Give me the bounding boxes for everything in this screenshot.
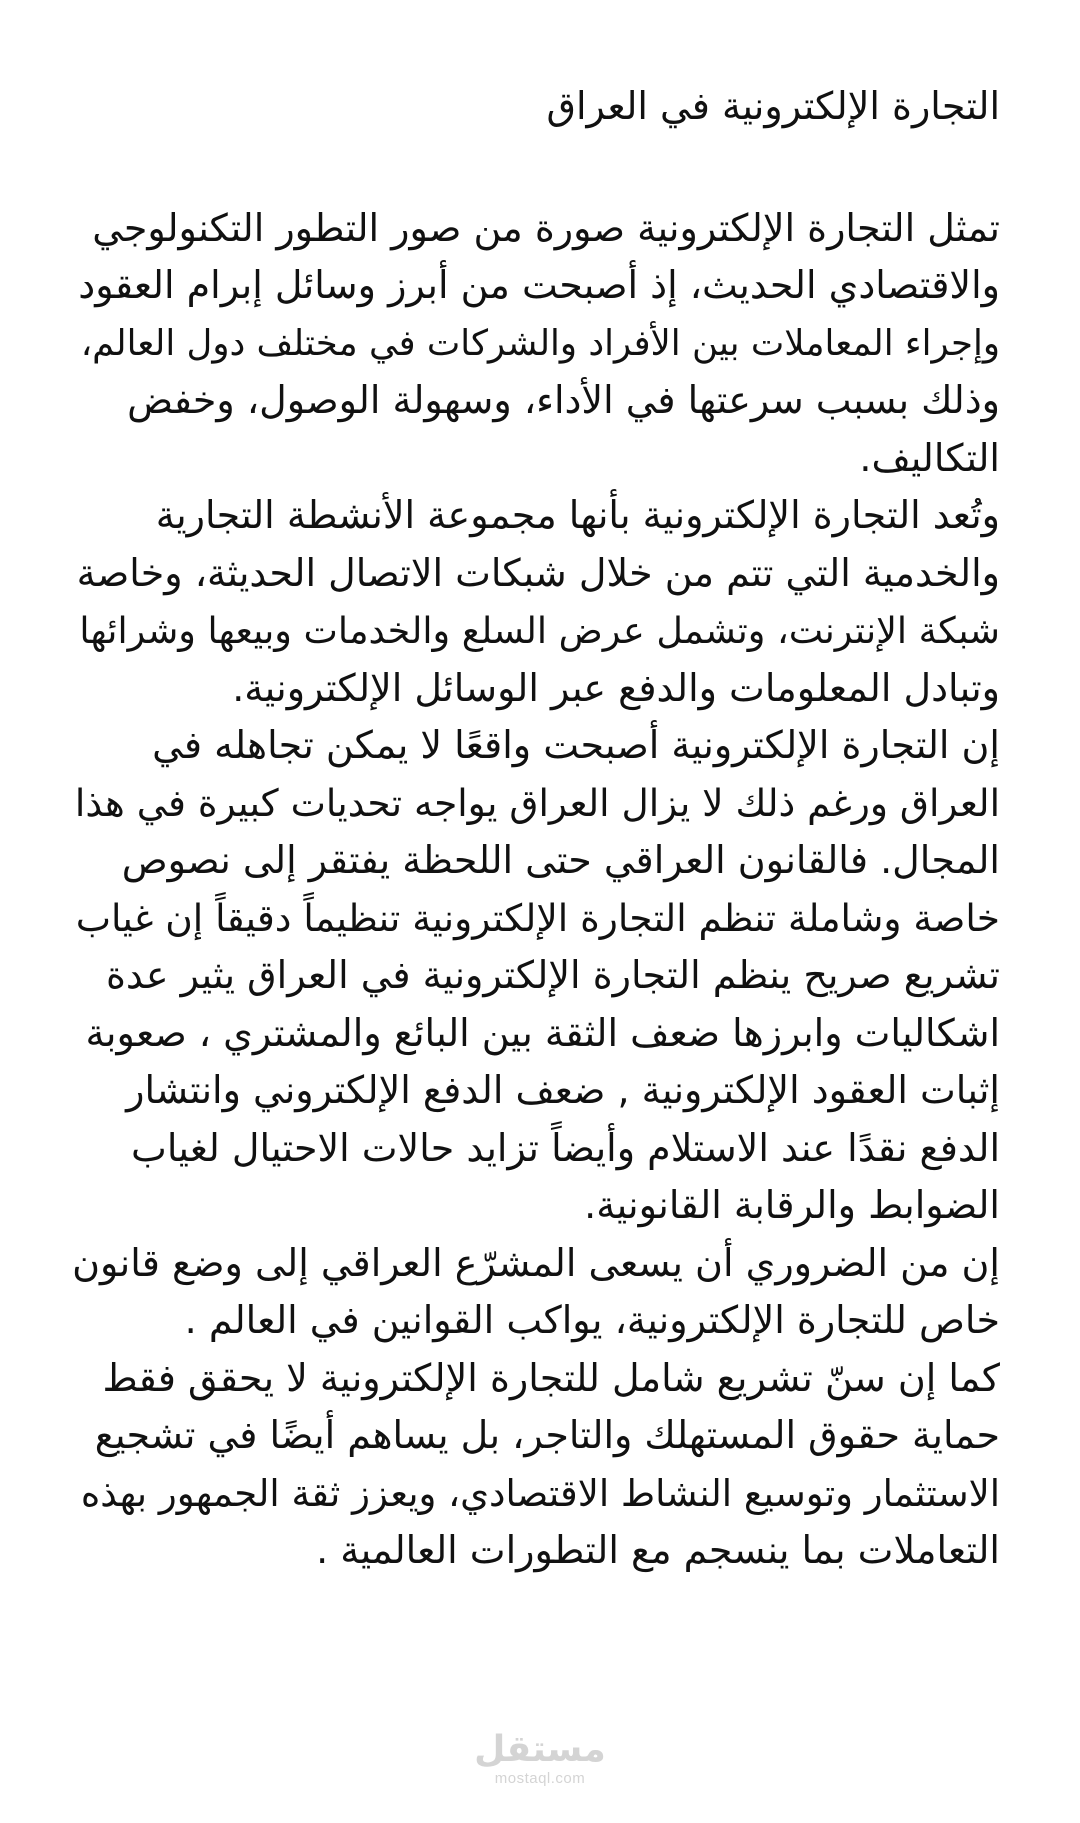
- paragraph-challenges: [72, 717, 1000, 1235]
- text-line: وإجراء المعاملات بين الأفراد والشركات في مختلف دول العالم،: [80, 322, 1000, 364]
- text-line: خاص للتجارة الإلكترونية، يواكب القوانين في العالم .: [184, 1298, 1000, 1342]
- text-line: حماية حقوق المستهلك والتاجر، بل يساهم أيضًا في تشجيع: [94, 1413, 1000, 1457]
- document-body: [72, 78, 1000, 1580]
- text-line: الدفع نقدًا عند الاستلام وأيضاً تزايد حالات الاحتيال لغياب: [131, 1125, 1000, 1170]
- text-line: تمثل التجارة الإلكترونية صورة من صور التطور التكنولوجي: [92, 205, 1000, 250]
- text-line: إن التجارة الإلكترونية أصبحت واقعًا لا يمكن تجاهله في: [152, 723, 1000, 767]
- paragraph-recommendation: [72, 1235, 1000, 1350]
- paragraph-conclusion: [72, 1350, 1000, 1580]
- text-line: المجال. فالقانون العراقي حتى اللحظة يفتقر إلى نصوص: [121, 838, 1000, 882]
- text-line: التكاليف.: [859, 435, 1000, 480]
- text-line: الضوابط والرقابة القانونية.: [584, 1183, 1000, 1227]
- text-line: إثبات العقود الإلكترونية , ضعف الدفع الإلكتروني وانتشار: [126, 1068, 1000, 1112]
- text-line: وتبادل المعلومات والدفع عبر الوسائل الإلكترونية.: [232, 665, 1000, 710]
- text-line: تشريع صريح ينظم التجارة الإلكترونية في العراق يثير عدة: [105, 953, 1000, 997]
- text-line: العراق ورغم ذلك لا يزال العراق يواجه تحديات كبيرة في هذا: [74, 780, 1000, 825]
- paragraph-intro: [72, 200, 1000, 488]
- document-title: التجارة الإلكترونية في العراق: [546, 84, 1000, 128]
- text-line: اشكاليات وابرزها ضعف الثقة بين البائع والمشتري ، صعوبة: [85, 1010, 1000, 1055]
- text-line: وذلك بسبب سرعتها في الأداء، وسهولة الوصول، وخفض: [127, 378, 1000, 422]
- text-line: والاقتصادي الحديث، إذ أصبحت من أبرز وسائل إبرام العقود: [78, 263, 1000, 307]
- text-line: إن من الضروري أن يسعى المشرّع العراقي إلى وضع قانون: [72, 1240, 1000, 1285]
- text-line: وتُعد التجارة الإلكترونية بأنها مجموعة الأنشطة التجارية: [155, 493, 1000, 537]
- text-line: شبكة الإنترنت، وتشمل عرض السلع والخدمات وبيعها وشرائها: [79, 609, 1000, 652]
- text-line: كما إن سنّ تشريع شامل للتجارة الإلكترونية لا يحقق فقط: [102, 1355, 1000, 1400]
- text-line: الاستثمار وتوسيع النشاط الاقتصادي، ويعزز ثقة الجمهور بهذه: [80, 1471, 1000, 1515]
- watermark-logo-word: مستقل: [474, 1729, 606, 1770]
- text-line: والخدمية التي تتم من خلال شبكات الاتصال الحديثة، وخاصة: [76, 550, 1000, 595]
- text-line: التعاملات بما ينسجم مع التطورات العالمية .: [316, 1528, 1000, 1572]
- paragraph-definition: [72, 487, 1000, 717]
- text-line: خاصة وشاملة تنظم التجارة الإلكترونية تنظيماً دقيقاً إن غياب: [75, 895, 1000, 940]
- mostaql-watermark: [472, 1730, 608, 1788]
- watermark-domain: mostaql.com: [494, 1770, 586, 1787]
